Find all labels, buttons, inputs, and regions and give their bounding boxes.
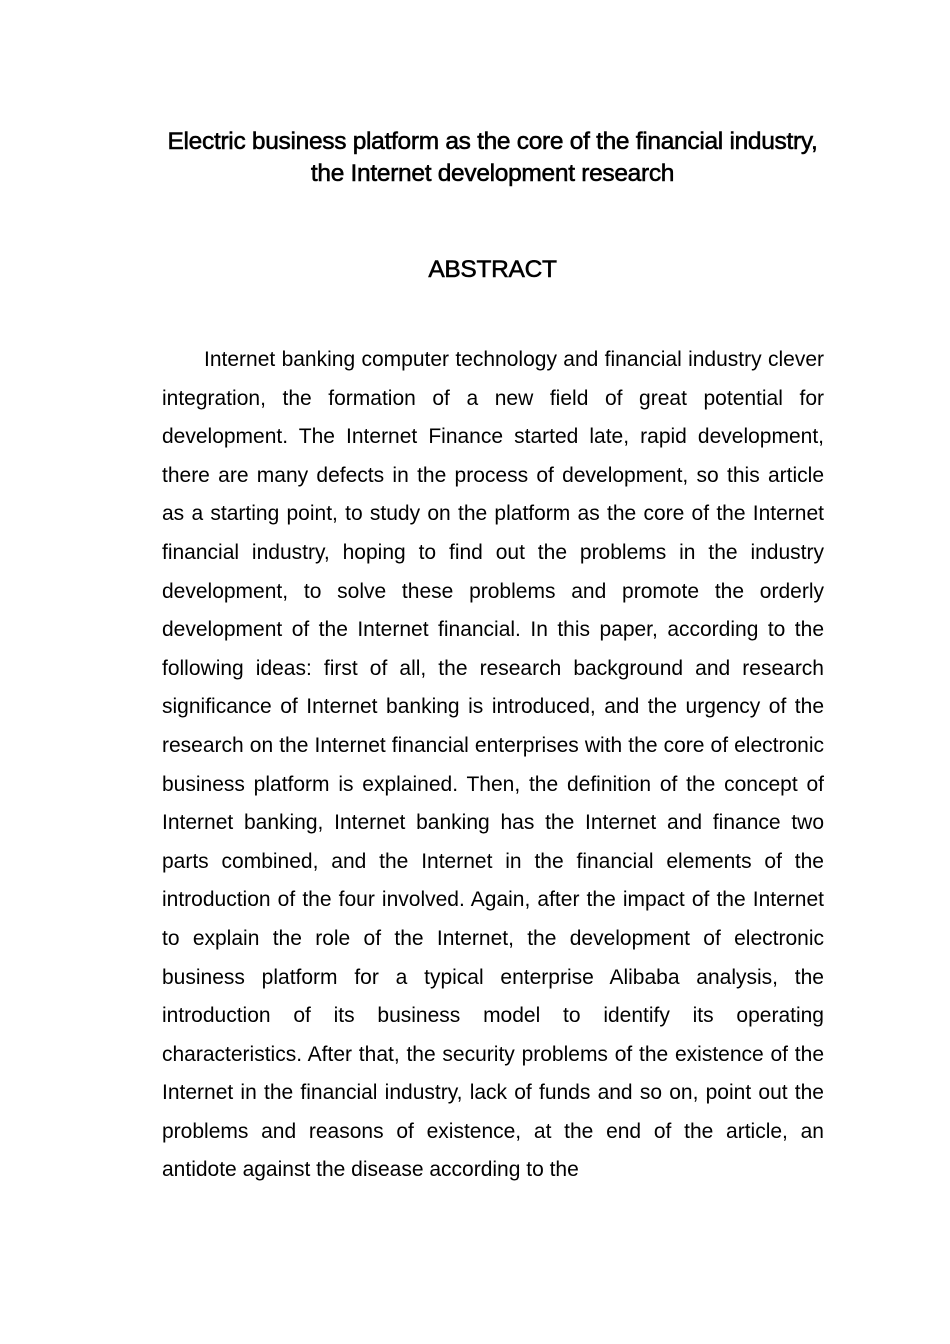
document-title: Electric business platform as the core of the financial industry, the Internet development research [167, 128, 818, 187]
abstract-heading: ABSTRACT [428, 256, 557, 283]
abstract-paragraph: Internet banking computer technology and financial industry clever integration, the formation of a new field of great potential for development. The Internet Finance started late, rapid development, there are many defects in the process of development, so this article as a starting point, to study on the platform as the core of the Internet financial industry, hoping to find out the problems in the industry development, to solve these problems and promote the orderly development of the Internet financial. In this paper, according to the following ideas: first of all, the research background and research significance of Internet banking is introduced, and the urgency of the research on the Internet financial enterprises with the core of electronic business platform is explained. Then, the definition of the concept of Internet banking, Internet banking has the Internet and finance two parts combined, and the Internet in the financial elements of the introduction of the four involved. Again, after the impact of the Internet to explain the role of the Internet, the development of electronic business platform for a typical enterprise Alibaba analysis, the introduction of its business model to identify its operating characteristics. After that, the security problems of the existence of the Internet in the financial industry, lack of funds and so on, point out the problems and reasons of existence, at the end of the article, an antidote against the disease according to the [162, 348, 824, 1182]
